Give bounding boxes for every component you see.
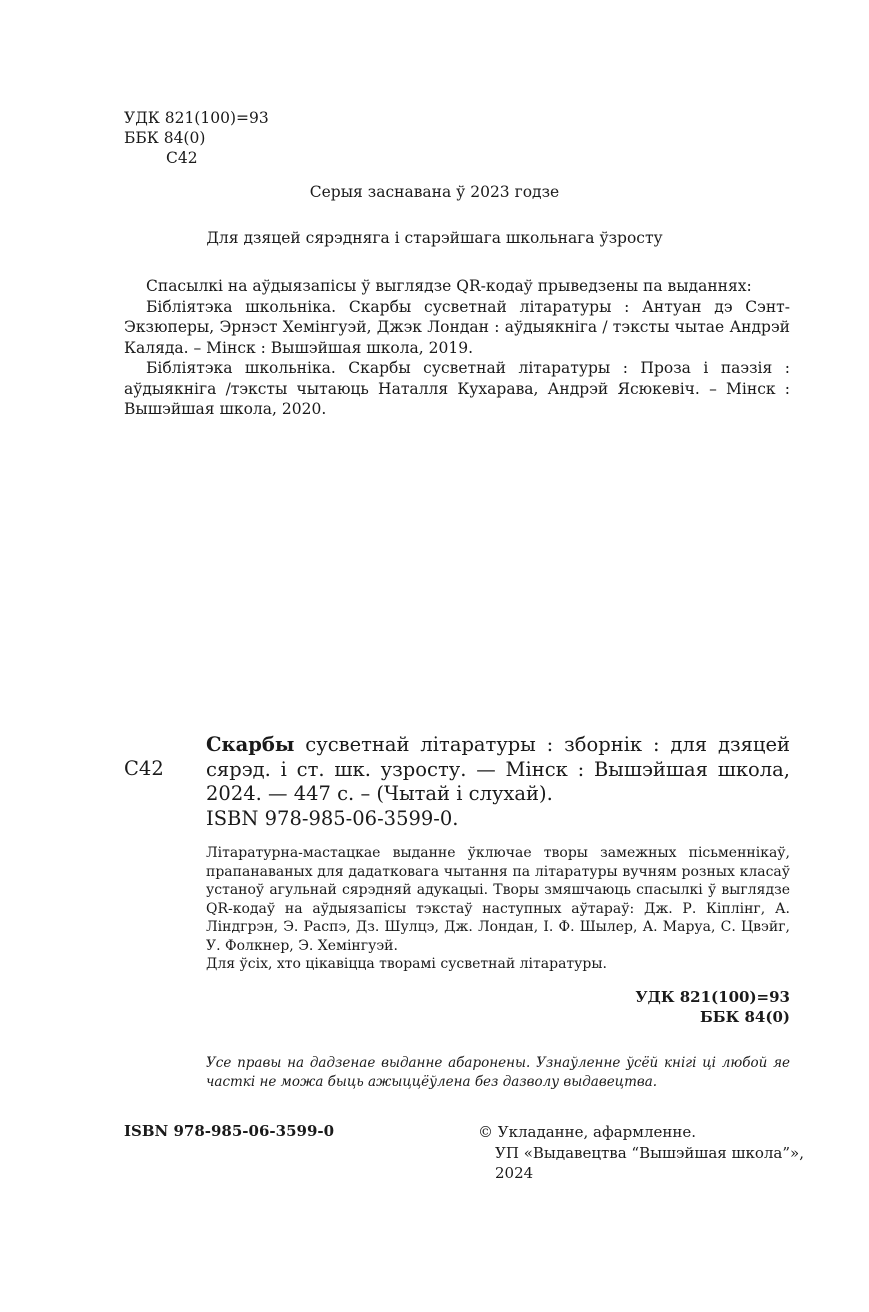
series-note: Серыя заснавана ў 2023 годзе bbox=[309, 183, 560, 201]
bbk-code: ББК 84(0) bbox=[124, 129, 206, 147]
catalog-entry bbox=[124, 733, 790, 831]
catalog-isbn: ISBN 978-985-06-3599-0. bbox=[206, 806, 459, 830]
annotation-text: Літаратурна-мастацкае выданне ўключае творы замежных пісьменнікаў, прапанаваных для дадатковага чытання па літаратуры вучням розных класаў устаноў агульнай сярэдняй адукацыі. Творы змяшчаюць спасылкі ў выглядзе QR-кодаў на аўдыязапісы тэкстаў наступных аўтараў: Дж. Р. Кіплінг, А. Ліндгрэн, Э. Распэ, Дз. Шулцэ, Дж. Лондан, І. Ф. Шылер, А. Маруа, С. Цвэйг, У. Фолкнер, Э. Хемінгуэй. bbox=[206, 845, 790, 954]
udk-code-bottom: УДК 821(100)=93 bbox=[635, 988, 790, 1006]
udk-code: УДК 821(100)=93 bbox=[124, 109, 269, 127]
reference-item: Бібліятэка школьніка. Скарбы сусветнай літаратуры : Антуан дэ Сэнт-Экзюперы, Эрнэст Хемінгуэй, Джэк Лондан : аўдыякніга / тэксты чытае Андрэй Каляда. – Мінск : Вышэйшая школа, 2019. bbox=[124, 297, 790, 357]
catalog-code: С42 bbox=[124, 757, 164, 780]
catalog-description bbox=[206, 733, 790, 807]
publisher-line: УП «Выдавецтва “Вышэйшая школа”», bbox=[495, 1143, 804, 1162]
references-block bbox=[124, 276, 790, 420]
classification-top bbox=[124, 108, 269, 168]
author-sign: С42 bbox=[166, 149, 198, 167]
classification-bottom bbox=[635, 987, 790, 1027]
rights-notice: Усе правы на дадзенае выданне абаронены. Узнаўленне ўсёй кнігі ці любой яе часткі не можа быць ажыццёўлена без дазволу выдавецтва. bbox=[206, 1055, 790, 1090]
bbk-code-bottom: ББК 84(0) bbox=[699, 1008, 790, 1026]
copyright-year: 2024 bbox=[495, 1164, 534, 1182]
annotation-audience: Для ўсіх, хто цікавіцца творамі сусветнай літаратуры. bbox=[206, 956, 607, 972]
audience-note: Для дзяцей сярэдняга і старэйшага школьнага ўзросту bbox=[206, 229, 663, 247]
isbn-bottom: ISBN 978-985-06-3599-0 bbox=[124, 1122, 335, 1140]
copyright-block bbox=[478, 1122, 804, 1184]
catalog-description-text: сусветнай літаратуры : зборнік : для дзяцей сярэд. і ст. шк. узросту. — Мінск : Вышэйшая школа, 2024. — 447 с. – (Чытай і слухай). bbox=[206, 733, 790, 805]
copyright-line: © Укладанне, афармленне. bbox=[478, 1123, 696, 1141]
annotation bbox=[206, 844, 790, 974]
reference-item: Бібліятэка школьніка. Скарбы сусветнай літаратуры : Проза і паэзія : аўдыякніга /тэксты чытаюць Наталля Кухарава, Андрэй Ясюкевіч. – Мінск : Вышэйшая школа, 2020. bbox=[124, 359, 790, 418]
references-intro: Спасылкі на аўдыязапісы ў выглядзе QR-кодаў прыведзены па выданнях: bbox=[146, 277, 752, 295]
catalog-title: Скарбы bbox=[206, 733, 295, 756]
